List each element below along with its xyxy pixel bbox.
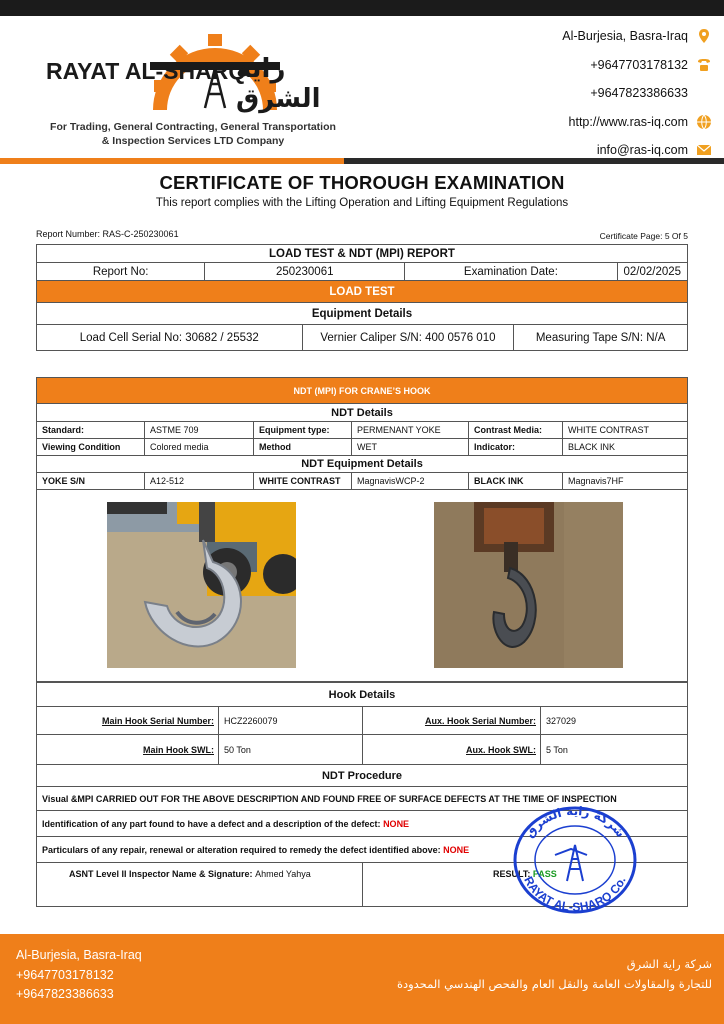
exam-date-value: 02/02/2025 [617,263,687,281]
hook-details-title: Hook Details [37,683,688,707]
inspector-name: Ahmed Yahya [255,869,311,879]
phone-1-text: +9647703178132 [590,57,688,72]
main-hook-swl-label: Main Hook SWL: [37,735,219,765]
phone-icon [696,57,712,73]
certificate-title: CERTIFICATE OF THOROUGH EXAMINATION [159,172,565,193]
hook-photos-cell [37,490,688,682]
inspector-signature-cell [37,863,363,907]
footer-phone-1: +9647703178132 [16,967,114,982]
certificate-subtitle: This report complies with the Lifting Operation and Lifting Equipment Regulations [155,197,569,209]
white-contrast-label: WHITE CONTRAST [254,473,352,490]
contact-phone-2 [512,79,712,108]
equipment-type-value: PERMENANT YOKE [352,422,469,439]
certificate-page: Certificate Page: 5 Of 5 [599,231,688,241]
location-pin-icon [696,28,712,44]
white-contrast-value: MagnavisWCP-2 [352,473,469,490]
company-tagline [40,120,346,148]
brand-name-ar: راية الشرق [236,54,321,114]
aux-hook-serial-label: Aux. Hook Serial Number: [363,707,541,735]
method-label: Method [254,439,352,456]
globe-icon [696,114,712,130]
repair-particulars-text: Particulars of any repair, renewal or alteration required to remedy the defect identified above: [42,844,441,855]
report-no-value: 250230061 [205,263,405,281]
indicator-label: Indicator: [469,439,563,456]
yoke-sn-label: YOKE S/N [37,473,145,490]
method-value: WET [352,439,469,456]
footer-ar-line-2: للتجارة والمقاولات العامة والنقل العام والفحص الهندسي المحدودة [396,977,712,991]
contact-block [512,22,712,165]
stamp-arc-ar: شركة راية الشرق [522,805,628,841]
stamp-arc-en: RAYAT AL-SHARQ Co. [521,874,629,915]
main-hook-swl-value: 50 Ton [219,735,363,765]
report-no-label: Report No: [37,263,205,281]
top-bar [0,0,724,16]
contrast-media-value: WHITE CONTRAST [563,422,688,439]
envelope-icon [696,142,712,158]
ndt-procedure-title: NDT Procedure [37,765,688,787]
hook-photo-2 [434,502,623,668]
header-divider-dark [344,158,724,164]
viewing-condition-label: Viewing Condition [37,439,145,456]
footer-arabic-name [397,954,712,994]
ndt-bar: NDT (MPI) FOR CRANE’S HOOK [37,378,688,404]
footer-phone-2: +9647823386633 [16,987,114,1001]
load-cell-serial: Load Cell Serial No: 30682 / 25532 [37,325,303,351]
footer-ar-line-1: شركة راية الشرق [626,957,712,971]
standard-value: ASTME 709 [145,422,254,439]
aux-hook-swl-label: Aux. Hook SWL: [363,735,541,765]
svg-text:شركة راية الشرق [522,805,628,840]
address-text: Al-Burjesia, Basra-Iraq [562,29,688,44]
aux-hook-serial-value: 327029 [541,707,688,735]
load-test-table [36,244,688,351]
ndt-details-title: NDT Details [37,404,688,422]
result-value: PASS [532,869,557,879]
equipment-type-label: Equipment type: [254,422,352,439]
measuring-tape-serial: Measuring Tape S/N: N/A [514,325,688,351]
contact-address [512,22,712,51]
company-stamp [511,805,639,915]
load-test-section-title: LOAD TEST & NDT (MPI) REPORT [37,245,688,263]
brand-name-en: RAYAT AL-SHARQ [46,58,247,84]
main-hook-serial-value: HCZ2260079 [219,707,363,735]
header-divider-orange [0,158,344,164]
aux-hook-swl-value: 5 Ton [541,735,688,765]
result-label: RESULT: [493,869,531,879]
equipment-details-title: Equipment Details [37,303,688,325]
load-test-bar: LOAD TEST [37,281,688,303]
repair-particulars-value: NONE [443,844,470,855]
email-link[interactable]: info@ras-iq.com [596,143,688,158]
report-number: Report Number: RAS-C-250230061 [36,229,179,239]
footer-contacts [16,946,142,1005]
exam-date-label: Examination Date: [405,263,617,281]
procedure-line-1: Visual &MPI CARRIED OUT FOR THE ABOVE DESCRIPTION AND FOUND FREE OF SURFACE DEFECTS AT THE TIME OF INSPECTION [37,787,688,811]
yoke-sn-value: A12-512 [145,473,254,490]
tagline-line-1: For Trading, General Contracting, General Transportation [50,121,336,133]
indicator-value: BLACK INK [563,439,688,456]
stamp-rig-icon [555,845,587,881]
black-ink-label: BLACK INK [469,473,563,490]
phone-2-text: +9647823386633 [590,86,688,101]
main-hook-serial-label: Main Hook Serial Number: [37,707,219,735]
hook-photo-1 [107,502,296,668]
tagline-line-2: & Inspection Services LTD Company [101,135,285,147]
defect-identification-text: Identification of any part found to have a defect and a description of the defect: [42,818,381,829]
vernier-caliper-serial: Vernier Caliper S/N: 400 0576 010 [302,325,514,351]
contrast-media-label: Contrast Media: [469,422,563,439]
company-logo [40,22,350,150]
inspector-label: ASNT Level II Inspector Name & Signature: [69,869,253,879]
standard-label: Standard: [37,422,145,439]
page-footer [0,934,724,1024]
ndt-table [36,377,688,682]
ndt-equipment-details-title: NDT Equipment Details [37,456,688,473]
viewing-condition-value: Colored media [145,439,254,456]
website-link[interactable]: http://www.ras-iq.com [568,114,688,129]
defect-identification-value: NONE [383,818,410,829]
contact-website[interactable] [512,108,712,137]
footer-address: Al-Burjesia, Basra-Iraq [16,948,142,962]
black-ink-value: Magnavis7HF [563,473,688,490]
contact-phone-1 [512,51,712,80]
